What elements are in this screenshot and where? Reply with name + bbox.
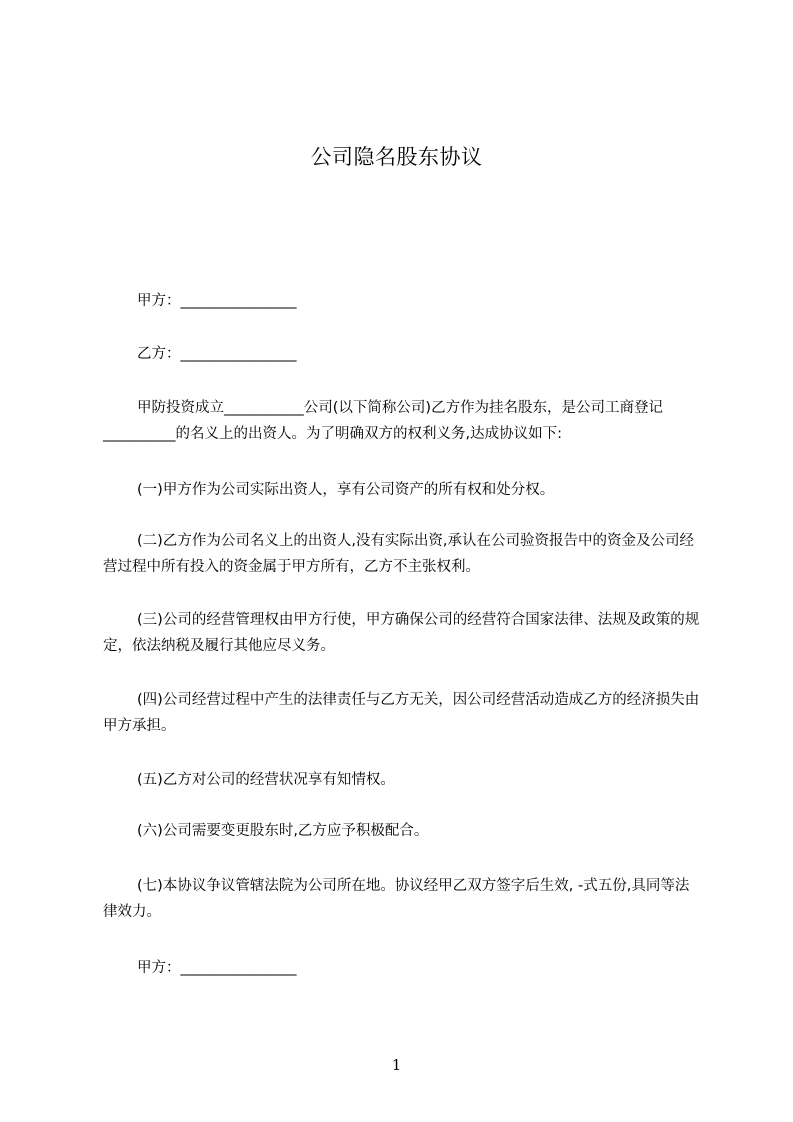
- clause-4-paragraph: (四)公司经营过程中产生的法律责任与乙方无关，因公司经营活动造成乙方的经济损失由甲方承担。: [103, 692, 700, 734]
- page-number: 1: [391, 1056, 402, 1074]
- party-b-signature-line: 乙方：________________: [137, 346, 297, 362]
- party-a-bottom-signature-line: 甲方：________________: [137, 960, 297, 976]
- document-title: 公司隐名股东协议: [310, 145, 483, 169]
- intro-paragraph: 甲防投资成立___________公司(以下简称公司)乙方作为挂名股东，是公司工商登记__________的名义上的出资人。为了明确双方的权利义务,达成协议如下:: [103, 400, 664, 442]
- clause-5-paragraph: (五)乙方对公司的经营状况享有知情权。: [137, 772, 395, 788]
- clause-6-paragraph: (六)公司需要变更股东时,乙方应予积极配合。: [137, 823, 429, 839]
- clause-7-paragraph: (七)本协议争议管辖法院为公司所在地。协议经甲乙双方签字后生效, -式五份,具同等法律效力。: [103, 878, 690, 920]
- party-a-signature-line: 甲方：________________: [137, 293, 297, 309]
- clause-1-paragraph: (一)甲方作为公司实际出资人，享有公司资产的所有权和处分权。: [137, 482, 555, 498]
- clause-2-paragraph: (二)乙方作为公司名义上的出资人,没有实际出资,承认在公司验资报告中的资金及公司经营过程中所有投入的资金属于甲方所有，乙方不主张权利。: [103, 533, 695, 575]
- clause-3-paragraph: (三)公司的经营管理权由甲方行使，甲方确保公司的经营符合国家法律、法规及政策的规定，依法纳税及履行其他应尽义务。: [103, 612, 700, 654]
